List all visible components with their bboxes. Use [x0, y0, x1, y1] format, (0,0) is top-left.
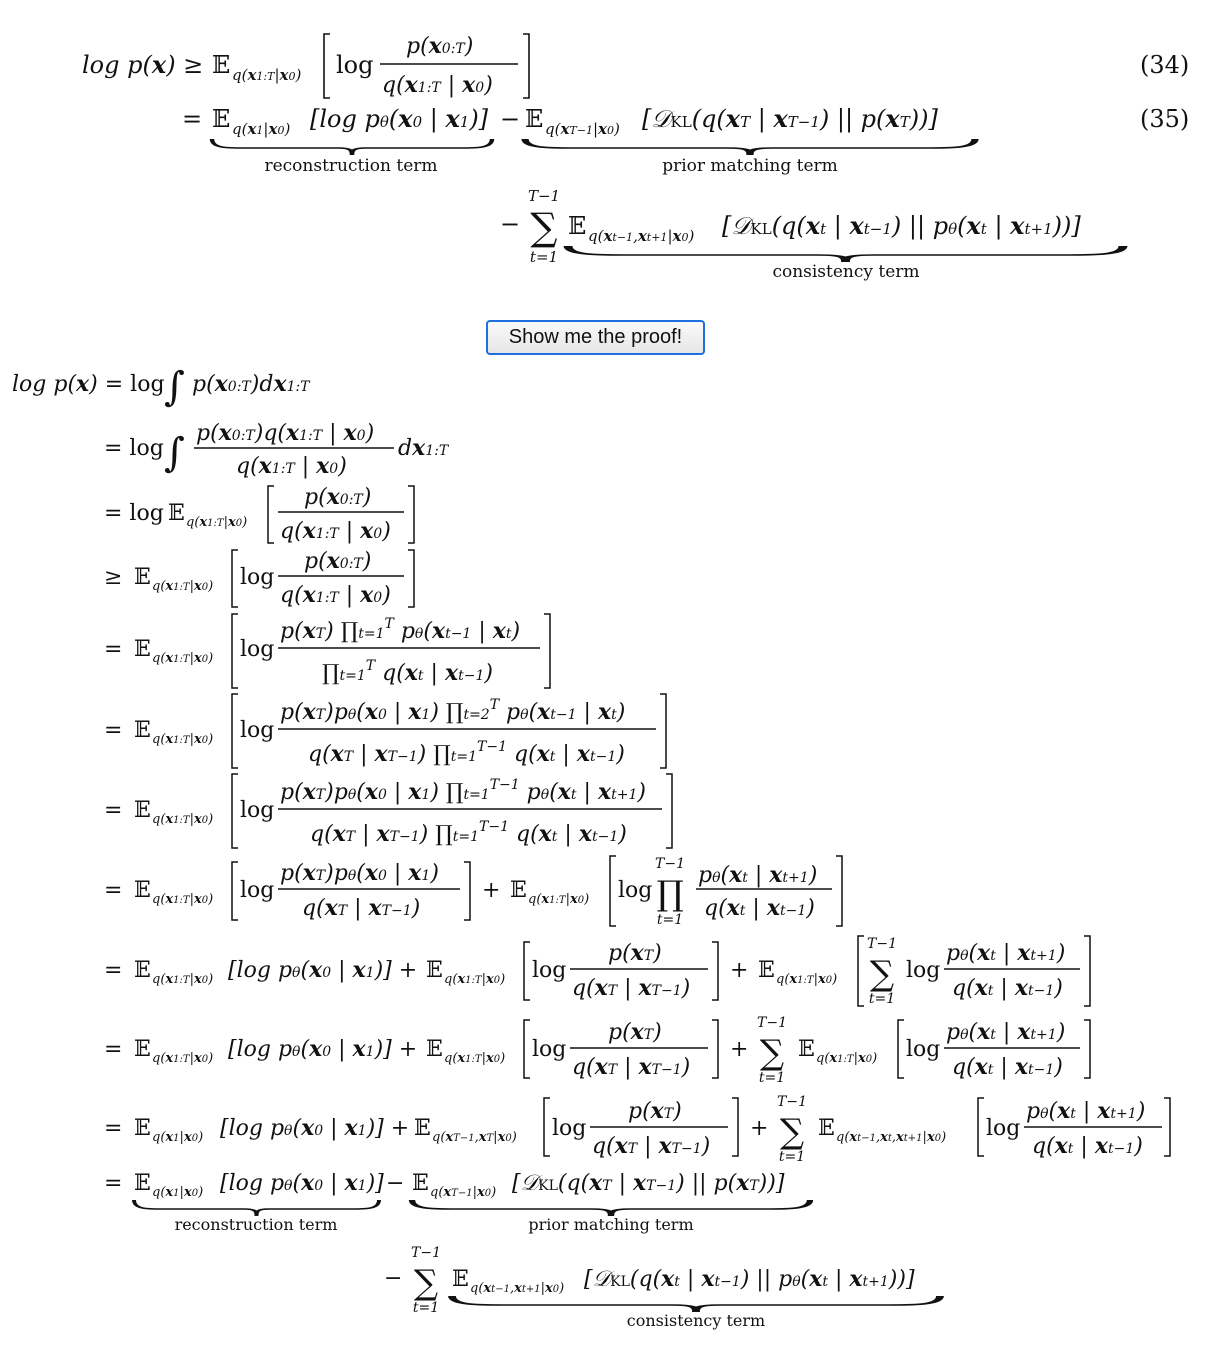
svg-text:q(xT | xT−1): q(xT | xT−1): [302, 895, 421, 921]
svg-text:= log: = log: [104, 501, 164, 526]
svg-text:=: =: [104, 718, 123, 743]
svg-text:q(x1:T|x0): q(x1:T|x0): [152, 651, 214, 666]
svg-text:log: log: [240, 565, 275, 590]
eq-number-35: (35): [1140, 105, 1190, 133]
svg-text:T−1: T−1: [527, 187, 561, 205]
svg-text:t=1: t=1: [868, 991, 896, 1007]
proof-underbrace-reconstruction: [134, 1200, 379, 1216]
svg-text:q(x1:T | x0): q(x1:T | x0): [280, 582, 391, 608]
svg-text:𝔼: 𝔼: [212, 51, 231, 79]
svg-text:T−1: T−1: [411, 1245, 441, 1261]
proof-label-prior-matching-term: prior matching term: [528, 1215, 694, 1234]
svg-text:=: =: [182, 105, 203, 133]
svg-text:−: −: [500, 210, 521, 238]
svg-text:𝔼: 𝔼: [414, 1116, 431, 1141]
svg-text:t=1: t=1: [758, 1070, 786, 1086]
svg-text:𝔼: 𝔼: [426, 1037, 443, 1062]
svg-text:q(x1|x0): q(x1|x0): [152, 1130, 204, 1145]
svg-text:=: =: [104, 958, 123, 983]
svg-text:q(xT | xT−1) ∏t=1T−1 q(xt | xt: q(xT | xT−1) $\prod t=1^{T-1}$ q(xt | xt−1): [308, 739, 625, 767]
svg-text:[𝒟KL(q(xt | xt−1) || pθ(xt |: [𝒟KL(q(xt | xt−1) || pθ(xt | xt+1))]: [584, 1266, 915, 1292]
proof-label-consistency-term: consistency term: [626, 1311, 766, 1330]
svg-text:[𝒟KL(q(xT | xT−1) || p(xT))]: [𝒟KL(q(xT | xT−1) || p(xT))]: [512, 1170, 785, 1196]
svg-text:𝔼: 𝔼: [134, 1116, 151, 1141]
svg-text:𝔼: 𝔼: [818, 1116, 835, 1141]
svg-text:q(xT−1,xT|x0): q(xT−1,xT|x0): [432, 1130, 517, 1145]
equation-35: [182, 104, 1189, 138]
svg-text:[log pθ(x0 | x1)] +: [log pθ(x0 | x1)] +: [228, 957, 418, 983]
svg-text:[log pθ(x0 | x1)] +: [log pθ(x0 | x1)] +: [228, 1036, 418, 1062]
svg-text:T−1: T−1: [777, 1094, 807, 1110]
svg-text:q(x1:T|x0): q(x1:T|x0): [444, 1051, 506, 1066]
svg-text:q(x1:T|x0): q(x1:T|x0): [152, 892, 214, 907]
svg-text:q(xt | xt−1): q(xt | xt−1): [952, 975, 1063, 1001]
svg-text:q(x1:T|x0): q(x1:T|x0): [186, 515, 248, 530]
underbrace-consistency: [568, 246, 1123, 262]
svg-text:q(xt−1,xt+1|x0): q(xt−1,xt+1|x0): [470, 1281, 565, 1296]
svg-text:p(x0:T): p(x0:T): [406, 33, 474, 59]
svg-text:q(xt−1,xt,xt+1|x0): q(xt−1,xt,xt+1|x0): [836, 1130, 947, 1145]
svg-text:p(xT): p(xT): [628, 1098, 682, 1124]
svg-text:𝔼: 𝔼: [134, 798, 151, 823]
svg-text:dx1:T: dx1:T: [398, 435, 449, 461]
svg-text:q(x1:T|x0): q(x1:T|x0): [152, 812, 214, 827]
svg-text:∑: ∑: [779, 1112, 805, 1152]
show-proof-button[interactable]: Show me the proof!: [486, 320, 705, 355]
svg-text:p(xT): p(xT): [608, 940, 662, 966]
svg-text:p(xT)pθ(x0 | x1) ∏t=2T pθ(xt−1: p(xT)pθ(x0 | x1) $\prod t=2^T$ pθ(xt−1 | xt): [280, 697, 626, 725]
svg-text:−: −: [386, 1171, 405, 1196]
svg-text:log: log: [552, 1116, 587, 1141]
svg-text:𝔼: 𝔼: [134, 637, 151, 662]
svg-text:q(x1:T|x0): q(x1:T|x0): [232, 66, 302, 84]
svg-text:q(x1|x0): q(x1|x0): [232, 120, 291, 138]
svg-text:t=1: t=1: [412, 1300, 440, 1316]
svg-text:q(xt−1,xt+1|x0): q(xt−1,xt+1|x0): [588, 227, 695, 245]
svg-text:𝔼: 𝔼: [212, 105, 231, 133]
svg-text:p(x0:T): p(x0:T): [304, 484, 372, 510]
svg-text:log: log: [906, 958, 941, 983]
svg-text:q(x1:T | x0): q(x1:T | x0): [236, 453, 347, 479]
svg-text:log: log: [240, 798, 275, 823]
svg-text:+: +: [730, 1037, 749, 1062]
svg-text:q(xT | xT−1): q(xT | xT−1): [592, 1133, 711, 1159]
svg-text:q(xT−1|x0): q(xT−1|x0): [430, 1185, 497, 1200]
svg-text:T−1: T−1: [867, 936, 897, 952]
svg-text:t=1: t=1: [778, 1149, 806, 1165]
svg-text:=: =: [104, 878, 123, 903]
svg-text:=: =: [104, 798, 123, 823]
svg-text:∏: ∏: [656, 874, 684, 914]
underbrace-reconstruction: [212, 139, 492, 155]
svg-text:log p(x) = log: log p(x) = log: [12, 371, 165, 397]
svg-text:−: −: [384, 1266, 403, 1291]
svg-text:𝔼: 𝔼: [798, 1037, 815, 1062]
svg-text:[log pθ(x0 | x1)]: [log pθ(x0 | x1)]: [220, 1170, 384, 1196]
svg-text:[log pθ(x0 | x1)] +: [log pθ(x0 | x1)] +: [220, 1115, 410, 1141]
svg-text:𝔼: 𝔼: [510, 878, 527, 903]
svg-text:+: +: [482, 878, 501, 903]
svg-text:q(x1:T|x0): q(x1:T|x0): [152, 1051, 214, 1066]
svg-text:∑: ∑: [530, 205, 558, 249]
svg-text:q(xT | xT−1): q(xT | xT−1): [572, 975, 691, 1001]
svg-text:q(x1:T|x0): q(x1:T|x0): [528, 892, 590, 907]
svg-text:q(x1:T|x0): q(x1:T|x0): [816, 1051, 878, 1066]
svg-text:q(xt | xt−1): q(xt | xt−1): [1032, 1133, 1143, 1159]
svg-text:q(x1|x0): q(x1|x0): [152, 1185, 204, 1200]
svg-text:𝔼: 𝔼: [134, 718, 151, 743]
svg-text:[𝒟KL(q(xT | xT−1) || p(xT))]: [𝒟KL(q(xT | xT−1) || p(xT))]: [642, 104, 938, 133]
svg-text:T−1: T−1: [757, 1015, 787, 1031]
svg-text:=: =: [104, 637, 123, 662]
svg-text:∑: ∑: [413, 1263, 439, 1303]
svg-text:𝔼: 𝔼: [452, 1267, 469, 1292]
svg-text:p(xT) ∏t=1T pθ(xt−1 | xt): p(xT) $\prod t=1^T$ pθ(xt−1 | xt): [280, 616, 521, 644]
proof-underbrace-prior-matching: [412, 1200, 810, 1216]
svg-text:log: log: [532, 1037, 567, 1062]
svg-text:p(x0:T)q(x1:T | x0): p(x0:T)q(x1:T | x0): [196, 420, 375, 446]
svg-text:[𝒟KL(q(xt | xt−1) || pθ(xt |: [𝒟KL(q(xt | xt−1) || pθ(xt | xt+1))]: [722, 211, 1081, 240]
svg-text:−: −: [500, 105, 521, 133]
underbrace-prior-matching: [525, 139, 975, 155]
svg-text:pθ(xt | xt+1): pθ(xt | xt+1): [946, 1019, 1066, 1045]
svg-text:𝔼: 𝔼: [134, 565, 151, 590]
svg-text:q(xt | xt−1): q(xt | xt−1): [704, 895, 815, 921]
svg-text:𝔼: 𝔼: [525, 105, 544, 133]
svg-text:q(x1:T | x0): q(x1:T | x0): [280, 518, 391, 544]
svg-text:t=1: t=1: [656, 912, 684, 928]
svg-text:q(xT | xT−1): q(xT | xT−1): [572, 1054, 691, 1080]
svg-text:log: log: [336, 51, 374, 79]
svg-text:=: =: [104, 1116, 123, 1141]
svg-text:𝔼: 𝔼: [758, 958, 775, 983]
svg-text:log: log: [240, 637, 275, 662]
svg-text:q(x1:T|x0): q(x1:T|x0): [152, 732, 214, 747]
svg-text:pθ(xt | xt+1): pθ(xt | xt+1): [946, 940, 1066, 966]
svg-text:log: log: [532, 958, 567, 983]
svg-text:log: log: [986, 1116, 1021, 1141]
svg-text:𝔼: 𝔼: [134, 1171, 151, 1196]
svg-text:p(x0:T)dx1:T: p(x0:T)dx1:T: [192, 371, 310, 397]
svg-text:∫: ∫: [164, 364, 185, 410]
label-prior-matching-term: prior matching term: [662, 156, 838, 176]
svg-text:∑: ∑: [869, 954, 895, 994]
svg-text:𝔼: 𝔼: [168, 501, 185, 526]
svg-text:𝔼: 𝔼: [134, 958, 151, 983]
svg-text:=: =: [104, 1037, 123, 1062]
label-consistency-term: consistency term: [772, 262, 920, 282]
svg-text:𝔼: 𝔼: [134, 878, 151, 903]
svg-text:∏t=1T q(xt | xt−1): $\prod t=1^T$ q(xt | xt−1): [322, 658, 493, 686]
svg-text:=: =: [104, 1171, 123, 1196]
svg-text:log: log: [906, 1037, 941, 1062]
svg-text:log: log: [240, 878, 275, 903]
svg-text:log: log: [618, 878, 653, 903]
svg-text:p(xT)pθ(x0 | x1) ∏t=1T−1 pθ(xt: p(xT)pθ(x0 | x1) $\prod t=1^{T-1}$ pθ(xt | xt+1): [280, 777, 646, 805]
svg-text:∫: ∫: [164, 430, 185, 476]
svg-text:q(x1:T|x0): q(x1:T|x0): [776, 972, 838, 987]
eq-number-34: (34): [1140, 51, 1190, 79]
svg-text:p(xT)pθ(x0 | x1): p(xT)pθ(x0 | x1): [280, 860, 439, 886]
label-reconstruction-term: reconstruction term: [264, 156, 438, 176]
svg-text:[log pθ(x0 | x1)]: [log pθ(x0 | x1)]: [310, 104, 489, 133]
svg-text:p(x0:T): p(x0:T): [304, 548, 372, 574]
svg-text:q(x1:T|x0): q(x1:T|x0): [152, 579, 214, 594]
svg-text:q(xT−1|x0): q(xT−1|x0): [545, 120, 620, 138]
proof-label-reconstruction-term: reconstruction term: [174, 1215, 338, 1234]
svg-text:q(xT | xT−1) ∏t=1T−1 q(xt | xt: q(xT | xT−1) $\prod t=1^{T-1}$ q(xt | xt−1): [310, 819, 627, 847]
svg-text:q(xt | xt−1): q(xt | xt−1): [952, 1054, 1063, 1080]
svg-text:pθ(xt | xt+1): pθ(xt | xt+1): [1026, 1098, 1146, 1124]
svg-text:𝔼: 𝔼: [412, 1171, 429, 1196]
svg-text:log p(x) ≥: log p(x) ≥: [82, 50, 204, 79]
proof-derivation: [12, 364, 1170, 1200]
svg-text:q(x1:T|x0): q(x1:T|x0): [152, 972, 214, 987]
svg-text:𝔼: 𝔼: [568, 212, 587, 240]
svg-text:p(xT): p(xT): [608, 1019, 662, 1045]
svg-text:+: +: [750, 1116, 769, 1141]
svg-text:𝔼: 𝔼: [426, 958, 443, 983]
svg-text:𝔼: 𝔼: [134, 1037, 151, 1062]
svg-text:q(x1:T|x0): q(x1:T|x0): [444, 972, 506, 987]
svg-text:= log: = log: [104, 436, 164, 461]
svg-text:+: +: [730, 958, 749, 983]
svg-text:log: log: [240, 718, 275, 743]
svg-text:q(x1:T | x0): q(x1:T | x0): [382, 72, 493, 98]
svg-text:≥: ≥: [104, 565, 123, 590]
svg-text:t=1: t=1: [529, 248, 559, 266]
svg-text:pθ(xt | xt+1): pθ(xt | xt+1): [698, 862, 818, 888]
proof-underbrace-consistency: [452, 1296, 940, 1312]
svg-text:T−1: T−1: [655, 856, 685, 872]
equation-34: [82, 33, 1189, 98]
svg-text:∑: ∑: [759, 1033, 785, 1073]
